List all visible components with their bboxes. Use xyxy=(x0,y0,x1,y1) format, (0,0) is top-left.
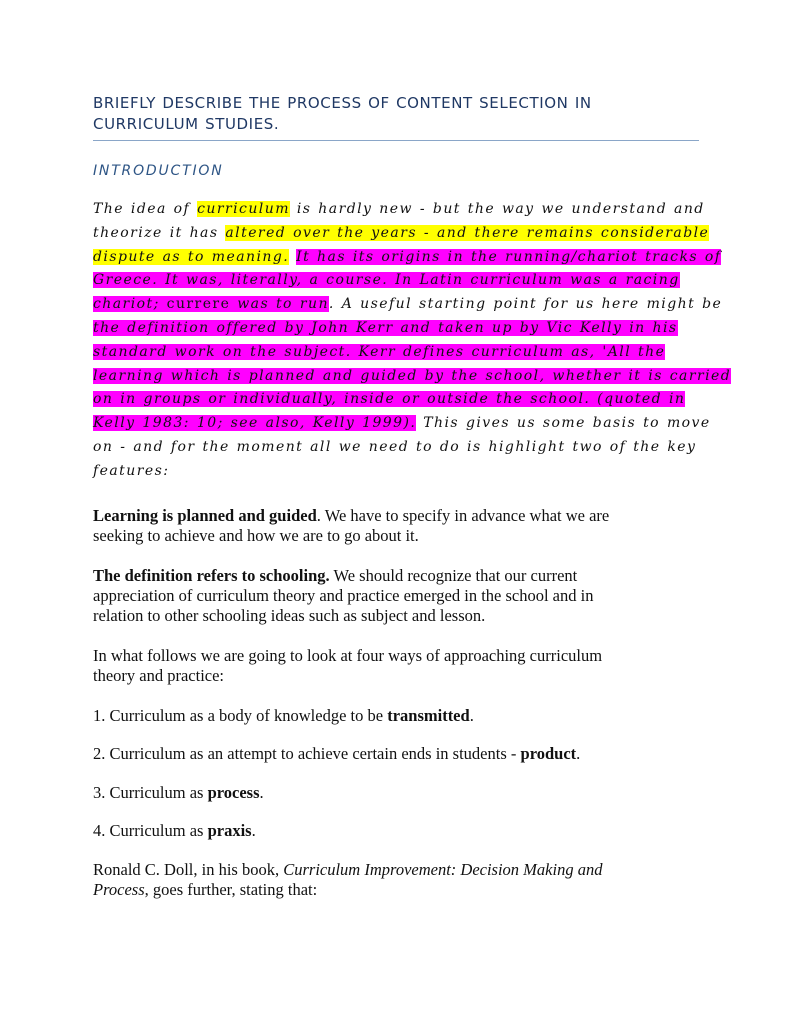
intro-line: theorize it has altered over the years - and there remains considerable xyxy=(93,224,710,241)
highlight-magenta: learning which is planned and guided by the school, whether it is carried xyxy=(93,367,732,384)
highlight-magenta: the definition offered by John Kerr and taken up by Vic Kelly in his xyxy=(93,319,678,336)
book-title: Process xyxy=(93,880,145,899)
intro-line xyxy=(93,269,703,293)
list-item: 4. Curriculum as praxis. xyxy=(93,821,256,840)
intro-line: The idea of curriculum is hardly new - but the way we understand and xyxy=(93,201,705,217)
intro-line xyxy=(93,317,703,341)
highlight-magenta: on in groups or individually, inside or outside the school. (quoted in xyxy=(93,391,686,408)
intro-line xyxy=(93,365,732,389)
intro-line xyxy=(93,341,703,365)
paragraph-schooling: The definition refers to schooling. We should recognize that our current appreciation of curriculum theory and practice emerged in the school and in relation to other schooling ideas such as subject and lesson. xyxy=(93,566,594,625)
highlight-yellow: dispute as to meaning. xyxy=(93,248,290,265)
intro-line: Kelly 1983: 10; see also, Kelly 1999). This gives us some basis to move xyxy=(93,415,711,432)
paragraph-doll: Ronald C. Doll, in his book, Curriculum Improvement: Decision Making and Process, goes further, stating that: xyxy=(93,860,603,899)
bold-phrase: The definition refers to schooling. xyxy=(93,566,330,585)
document-title: BRIEFLY DESCRIBE THE PROCESS OF CONTENT SELECTION IN CURRICULUM STUDIES. xyxy=(93,94,592,133)
intro-line: on - and for the moment all we need to do is highlight two of the key xyxy=(93,438,697,455)
section-heading-introduction: INTRODUCTION xyxy=(93,163,224,179)
highlight-magenta: Kelly 1983: 10; see also, Kelly 1999). xyxy=(93,415,417,432)
highlight-magenta: It has its origins in the running/chariot tracks of xyxy=(296,248,722,265)
intro-line: features: xyxy=(93,462,170,479)
intro-line xyxy=(93,246,722,270)
list-item: 3. Curriculum as process. xyxy=(93,783,264,802)
intro-line: chariot; currere was to run. A useful starting point for us here might be xyxy=(93,296,723,313)
bold-phrase: Learning is planned and guided xyxy=(93,506,317,525)
introduction-paragraph xyxy=(93,198,732,484)
paragraph-four-ways: In what follows we are going to look at four ways of approaching curriculum theory and practice: xyxy=(93,646,603,685)
title-divider xyxy=(93,140,699,141)
highlight-magenta: chariot; currere was to run xyxy=(93,296,329,313)
book-title: Curriculum Improvement: Decision Making and xyxy=(283,860,603,879)
highlight-magenta: Greece. It was, literally, a course. In Latin curriculum was a racing xyxy=(93,272,680,289)
intro-line xyxy=(93,388,703,412)
highlight-yellow: altered over the years - and there remains considerable xyxy=(225,224,710,241)
latin-term: currere xyxy=(166,296,231,313)
paragraph-planned-guided: Learning is planned and guided. We have to specify in advance what we are seeking to achieve and how we are to go about it. xyxy=(93,506,610,545)
highlight-yellow: curriculum xyxy=(197,201,290,217)
list-item: 1. Curriculum as a body of knowledge to be transmitted. xyxy=(93,706,474,725)
highlight-magenta: standard work on the subject. Kerr defines curriculum as, 'All the xyxy=(93,343,666,360)
list-item: 2. Curriculum as an attempt to achieve certain ends in students - product. xyxy=(93,744,581,763)
